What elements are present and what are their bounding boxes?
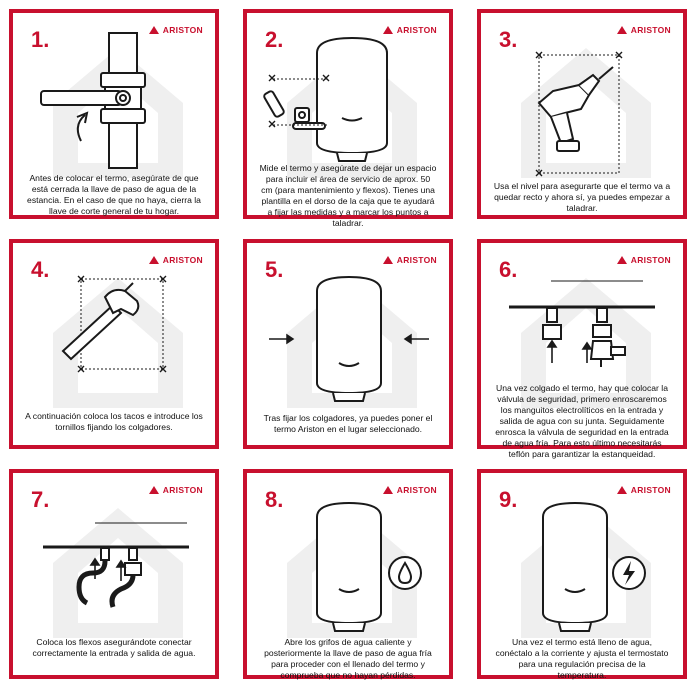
brand-logo: ARISTON xyxy=(149,255,203,265)
step-card-9 xyxy=(477,469,687,679)
brand-logo: ARISTON xyxy=(149,485,203,495)
step-number: 9. xyxy=(499,487,518,512)
step-number: 2. xyxy=(265,27,284,52)
brand-logo: ARISTON xyxy=(149,25,203,35)
step-text: Tras fijar los colgadores, ya puedes poner el termo Ariston en el lugar seleccionado. xyxy=(263,413,433,434)
step-number: 1. xyxy=(31,27,50,52)
step-card-7 xyxy=(9,469,219,679)
step-number: 8. xyxy=(265,487,284,512)
step-number: 3. xyxy=(499,27,518,52)
brand-logo: ARISTON xyxy=(383,255,437,265)
step-text: Antes de colocar el termo, asegúrate de que está cerrada la llave de paso de agua de la estancia. En el caso de que no haya, cierra la llave de corte general de tu hogar. xyxy=(27,173,201,216)
brand-logo: ARISTON xyxy=(617,25,671,35)
step-text: Usa el nivel para asegurarte que el termo va a quedar recto y ahora sí, ya puedes empezar a taladrar. xyxy=(493,181,671,213)
step-number: 5. xyxy=(265,257,284,282)
step-card-2 xyxy=(243,9,453,228)
step-number: 7. xyxy=(31,487,50,512)
step-card-1 xyxy=(9,9,219,219)
step-text: Una vez colgado el termo, hay que colocar la válvula de seguridad, primero enroscaremos los manguitos electrolíticos en la entrada y salida de agua con su junta. Seguidamente enrosca la válvula de seguridad en la entrada de agua fría. Para esto último necesitarás teflón para garantizar la estanqueidad. xyxy=(495,383,669,459)
brand-logo: ARISTON xyxy=(383,25,437,35)
step-card-6 xyxy=(477,239,687,459)
step-text: A continuación coloca los tacos e introduce los tornillos fijando los colgadores. xyxy=(25,411,203,432)
step-text: Mide el termo y asegúrate de dejar un espacio para incluir el área de servicio de aprox. 50 cm (para mantenimiento y flexos). Tienes una plantilla en el dorso de la caja que te ayudará a fijar las medidas y a marcar los puntos a taladrar. xyxy=(259,163,437,228)
brand-logo: ARISTON xyxy=(617,255,671,265)
step-text: Abre los grifos de agua caliente y posteriormente la llave de paso de agua fría para proceder con el llenado del termo y comprueba que no hayan pérdidas. xyxy=(264,637,432,680)
step-card-3 xyxy=(477,9,687,219)
step-number: 6. xyxy=(499,257,518,282)
step-text: Coloca los flexos asegurándote conectar correctamente la entrada y salida de agua. xyxy=(32,637,196,658)
brand-logo: ARISTON xyxy=(383,485,437,495)
step-card-5 xyxy=(243,239,453,449)
step-number: 4. xyxy=(31,257,50,282)
step-text: Una vez el termo está lleno de agua, conéctalo a la corriente y ajusta el termostato para una regulación precisa de la temperatura. xyxy=(495,637,669,680)
step-card-4 xyxy=(9,239,219,449)
brand-logo: ARISTON xyxy=(617,485,671,495)
step-card-8 xyxy=(243,469,453,679)
